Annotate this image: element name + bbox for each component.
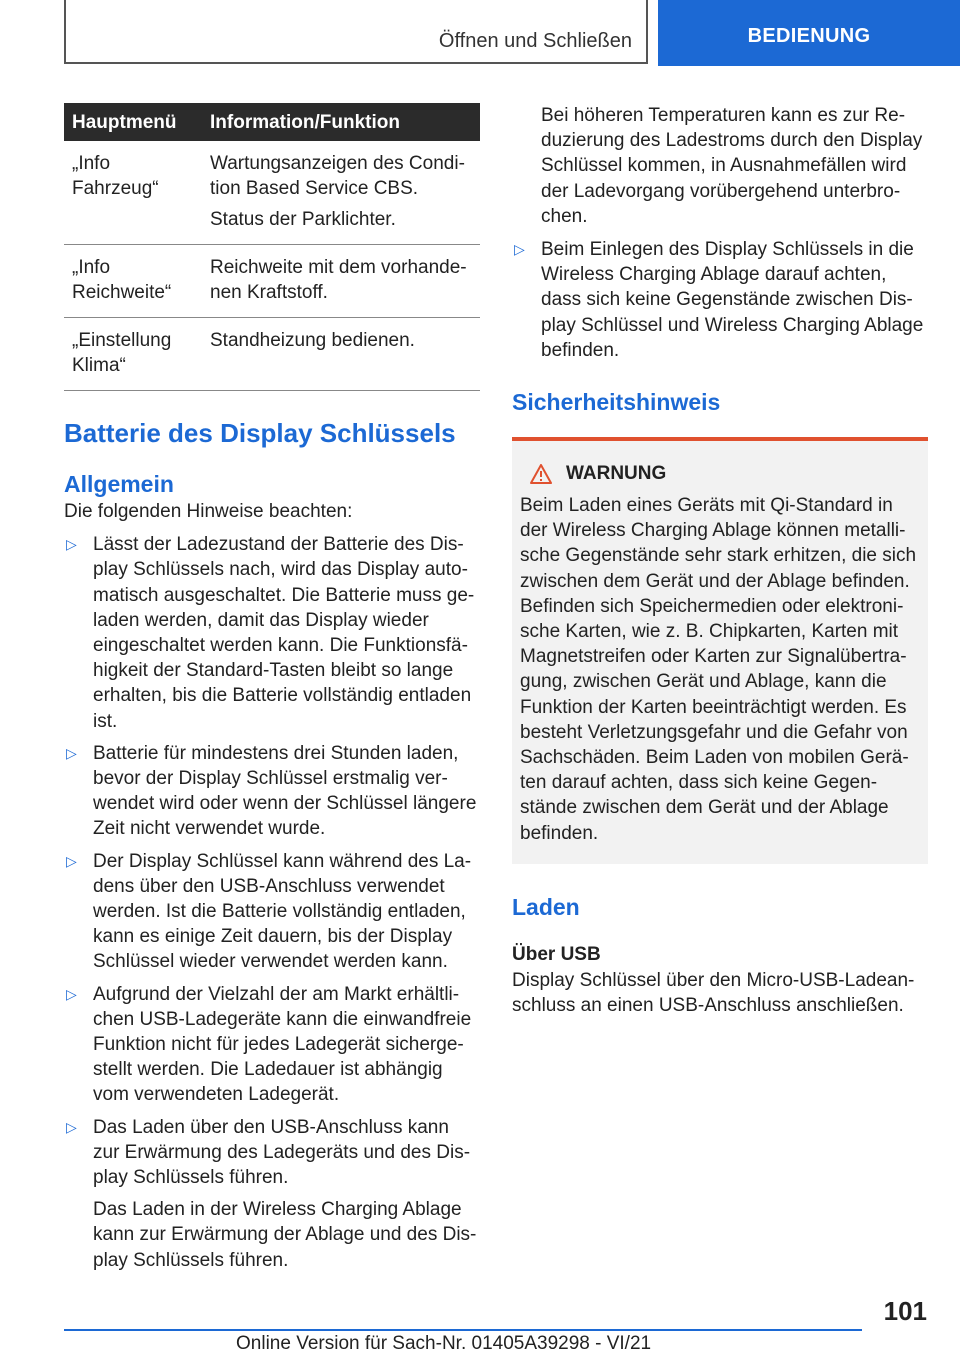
table-header-info: Information/Funktion <box>202 103 480 141</box>
footer-divider <box>64 1329 862 1331</box>
info-line: Wartungsanzeigen des Condition Based Service CBS. <box>210 153 465 199</box>
safety-heading: Sicherheitshinweis <box>512 389 721 416</box>
triangle-bullet-icon: ▷ <box>66 744 77 761</box>
triangle-bullet-icon: ▷ <box>66 1118 77 1135</box>
info-line: Reichweite mit dem vorhandenen Kraftstoff. <box>210 257 467 303</box>
list-item <box>64 532 480 734</box>
list-item-text: Aufgrund der Vielzahl der am Markt erhältlichen USB-Ladegeräte kann die einwandfreie Funktion nicht für jedes Ladegerät sichergestellt werden. Die Ladedauer ist abhängig vom verwendeten Ladegerät. <box>93 983 472 1106</box>
warning-triangle-icon <box>530 464 552 484</box>
list-item <box>512 237 928 363</box>
list-item <box>64 982 480 1108</box>
info-line: Standheizung bedienen. <box>210 330 415 351</box>
list-item-text: Beim Einlegen des Display Schlüssels in die Wireless Charging Ablage darauf achten, dass sich keine Gegenstände zwischen Display Schlüssel und Wireless Charging Ablage befinden. <box>541 239 924 361</box>
table-cell-info <box>202 141 480 245</box>
usb-text: Display Schlüssel über den Micro-USB-Ladeanschluss an einen USB-Anschluss anschließen. <box>512 969 915 1017</box>
intro-text: Die folgenden Hinweise beachten: <box>64 501 353 522</box>
table-cell-menu: „Info Fahrzeug“ <box>64 141 202 245</box>
charging-heading: Laden <box>512 893 580 920</box>
list-item <box>64 1115 480 1273</box>
triangle-bullet-icon: ▷ <box>514 241 525 258</box>
list-item-text: Batterie für mindestens drei Stunden laden, bevor der Display Schlüssel erstmalig verwendet wird oder wenn der Schlüssel längere Zeit nicht verwendet wurde. <box>93 742 477 840</box>
table-row <box>64 318 480 391</box>
list-item <box>64 741 480 842</box>
page-number: 101 <box>883 1296 927 1326</box>
continued-text: Bei höheren Temperaturen kann es zur Reduzierung des Ladestroms durch den Display Schlüssel kommen, in Ausnahmefällen wird der Ladevorgang vorübergehend unterbrochen. <box>541 105 923 227</box>
table-row <box>64 245 480 318</box>
table-cell-info <box>202 318 480 391</box>
table-cell-menu: „Info Reichweite“ <box>64 245 202 318</box>
table-cell-menu: „Einstellung Klima“ <box>64 318 202 391</box>
table-row <box>64 141 480 245</box>
info-line: Status der Parklichter. <box>210 209 396 230</box>
section-title: Öffnen und Schließen <box>438 30 632 52</box>
warning-box <box>512 437 928 864</box>
warning-title <box>520 463 920 485</box>
list-item <box>64 849 480 975</box>
left-column <box>64 103 480 1280</box>
triangle-bullet-icon: ▷ <box>66 852 77 869</box>
table-header-menu: Hauptmenü <box>64 103 202 141</box>
warning-text: Beim Laden eines Geräts mit Qi-Standard in der Wireless Charging Ablage können metallische Gegenstände sehr stark erhitzen, die sich zwischen dem Gerät und der Ablage befinden. Befinden sich Speichermedien oder elektronische Karten, wie z. B. Chipkarten, Karten mit Magnetstreifen oder Karten zur Signalübertragung, zwischen Gerät und Ablage, kann die Funktion der Karten beeinträchtigt werden. Es besteht Verletzungsgefahr und die Gefahr von Sachschäden. Beim Laden von mobilen Geräten darauf achten, dass sich keine Gegenstände zwischen dem Gerät und der Ablage befinden. <box>520 495 917 844</box>
usb-heading: Über USB <box>512 943 601 965</box>
list-item-text: Das Laden über den USB-Anschluss kann zur Erwärmung des Ladegeräts und des Display Schlüssels führen. <box>93 1116 471 1189</box>
chapter-tab: BEDIENUNG <box>658 0 960 66</box>
list-item-text: Der Display Schlüssel kann während des Ladens über den USB-Anschluss verwendet werden. Ist die Batterie vollständig entladen, kann es einige Zeit dauern, bis der Display Schlüssel wieder verwendet werden kann. <box>93 850 472 973</box>
footer-version-text: Online Version für Sach-Nr. 01405A39298 - VI/21 <box>236 1333 652 1354</box>
table-cell-info <box>202 245 480 318</box>
subheading-general: Allgemein <box>64 471 174 497</box>
right-column <box>512 103 928 1018</box>
warning-label: WARNUNG <box>566 463 667 485</box>
battery-notes-list <box>64 532 480 1273</box>
list-item-text: Lässt der Ladezustand der Batterie des Display Schlüssels nach, wird das Display automatisch ausgeschaltet. Die Batterie muss geladen werden, damit das Display wieder eingeschaltet werden kann. Die Funktionsfähigkeit der Standard-Tasten bleibt so lange erhalten, bis die Batterie vollständig entladen ist. <box>93 534 475 732</box>
section-heading-battery: Batterie des Display Schlüssels <box>64 418 456 448</box>
triangle-bullet-icon: ▷ <box>66 985 77 1002</box>
charging-notes-list <box>512 237 928 363</box>
list-item-subtext: Das Laden in der Wireless Charging Ablage kann zur Erwärmung der Ablage und des Display Schlüssels führen. <box>93 1199 477 1271</box>
menu-table <box>64 103 480 391</box>
header-frame <box>64 0 648 64</box>
triangle-bullet-icon: ▷ <box>66 536 77 553</box>
